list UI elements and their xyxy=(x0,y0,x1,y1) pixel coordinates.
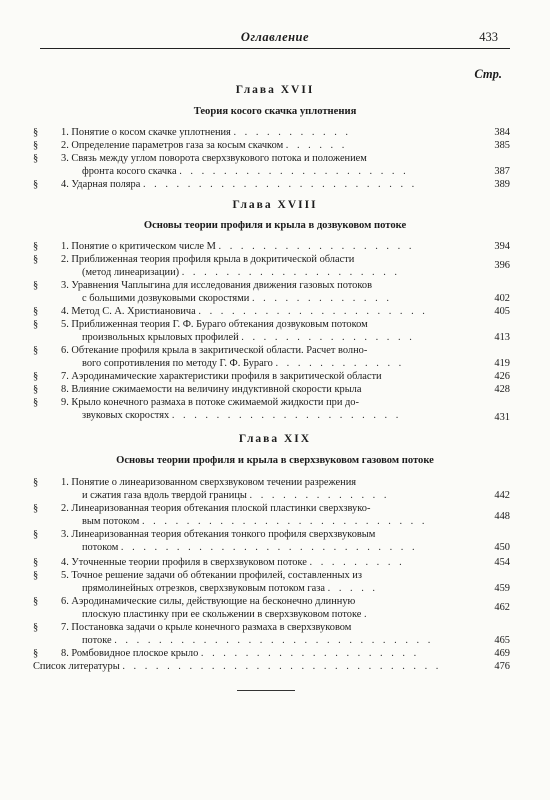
toc-entry-18-7[interactable]: § 7. Аэродинамические характеристики профиля в закритической области xyxy=(33,371,382,382)
toc-page-18-8: 428 xyxy=(494,384,510,395)
toc-page-19-4: 454 xyxy=(494,557,510,568)
toc-entry-19-1-cont: и сжатия газа вдоль твердой границы . . . . . . . . . . . . . xyxy=(82,490,390,501)
toc-entry-bibliography[interactable]: Список литературы . . . . . . . . . . . . . . . . . . . . . . . . . . . . . xyxy=(33,661,442,672)
toc-entry-18-2[interactable]: § 2. Приближенная теория профиля крыла в докритической области xyxy=(33,254,355,265)
toc-entry-18-3-cont: с большими дозвуковыми скоростями . . . . . . . . . . . . . xyxy=(82,293,392,304)
toc-page-19-7: 465 xyxy=(494,635,510,646)
toc-page-18-5: 413 xyxy=(494,332,510,343)
toc-page-18-6: 419 xyxy=(494,358,510,369)
toc-entry-19-2-cont: вым потоком . . . . . . . . . . . . . . . . . . . . . . . . . . xyxy=(82,516,428,527)
toc-entry-17-2[interactable]: § 2. Определение параметров газа за косым скачком . . . . . . xyxy=(33,140,348,151)
toc-entry-18-4[interactable]: § 4. Метод С. А. Христиановича . . . . . . . . . . . . . . . . . . . . . xyxy=(33,306,428,317)
toc-page-18-1: 394 xyxy=(494,241,510,252)
toc-entry-18-6-cont: вого сопротивления по методу Г. Ф. Бураго . . . . . . . . . . . . xyxy=(82,358,405,369)
toc-page-19-5: 459 xyxy=(494,583,510,594)
toc-entry-17-4[interactable]: § 4. Ударная поляра . . . . . . . . . . . . . . . . . . . . . . . . . xyxy=(33,179,418,190)
chapter-18-heading: Глава XVIII xyxy=(232,199,318,211)
toc-entry-19-6[interactable]: § 6. Аэродинамические силы, действующие на бесконечно длинную xyxy=(33,596,356,607)
toc-entry-18-5-cont: произвольных крыловых профилей . . . . . . . . . . . . . . . . xyxy=(82,332,415,343)
page-column-label: Стр. xyxy=(474,67,502,81)
chapter-18-title: Основы теории профиля и крыла в дозвуковом потоке xyxy=(143,220,407,231)
chapter-17-title: Теория косого скачка уплотнения xyxy=(193,106,357,117)
toc-page-17-4: 389 xyxy=(494,179,510,190)
end-rule xyxy=(237,690,295,691)
toc-entry-18-1[interactable]: § 1. Понятие о критическом числе M . . . . . . . . . . . . . . . . . . xyxy=(33,241,415,252)
chapter-19-heading: Глава XIX xyxy=(238,433,312,445)
toc-entry-19-5-cont: прямолинейных отрезков, сверхзвуковым потоком газа . . . . . xyxy=(82,583,379,594)
toc-entry-18-9[interactable]: § 9. Крыло конечного размаха в потоке сжимаемой жидкости при до- xyxy=(33,397,359,408)
toc-page-19-3: 450 xyxy=(494,542,510,553)
toc-entry-19-7-cont: потоке . . . . . . . . . . . . . . . . . . . . . . . . . . . . . xyxy=(82,635,434,646)
header-rule xyxy=(40,48,510,49)
toc-entry-18-5[interactable]: § 5. Приближенная теория Г. Ф. Бураго обтекания дозвуковым потоком xyxy=(33,319,368,330)
toc-page-18-2: 396 xyxy=(494,260,510,271)
running-header-title: Оглавление xyxy=(240,30,310,44)
toc-page-19-6: 462 xyxy=(494,602,510,613)
toc-entry-18-6[interactable]: § 6. Обтекание профиля крыла в закритической области. Расчет волно- xyxy=(33,345,368,356)
toc-page-18-3: 402 xyxy=(494,293,510,304)
toc-entry-19-2[interactable]: § 2. Линеаризованная теория обтекания плоской пластинки сверхзвуко- xyxy=(33,503,371,514)
toc-page-17-1: 384 xyxy=(494,127,510,138)
toc-page-19-1: 442 xyxy=(494,490,510,501)
toc-entry-19-5[interactable]: § 5. Точное решение задачи об обтекании профилей, составленных из xyxy=(33,570,362,581)
toc-page-19-8: 469 xyxy=(494,648,510,659)
toc-page-17-2: 385 xyxy=(494,140,510,151)
toc-entry-19-7[interactable]: § 7. Постановка задачи о крыле конечного размаха в сверхзвуковом xyxy=(33,622,352,633)
running-header-page-number: 433 xyxy=(479,30,498,44)
toc-entry-19-4[interactable]: § 4. Уточненные теории профиля в сверхзвуковом потоке . . . . . . . . . xyxy=(33,557,405,568)
toc-entry-17-3-cont: фронта косого скачка . . . . . . . . . . . . . . . . . . . . . xyxy=(82,166,409,177)
toc-page-bibliography: 476 xyxy=(494,661,510,672)
toc-entry-18-9-cont: звуковых скоростях . . . . . . . . . . . . . . . . . . . . . xyxy=(82,410,402,421)
toc-page-18-9: 431 xyxy=(494,412,510,423)
toc-entry-19-1[interactable]: § 1. Понятие о линеаризованном сверхзвуковом течении разрежения xyxy=(33,477,357,488)
toc-entry-18-2-cont: (метод линеаризации) . . . . . . . . . . . . . . . . . . . . xyxy=(82,267,401,278)
toc-page-18-4: 405 xyxy=(494,306,510,317)
toc-entry-19-8[interactable]: § 8. Ромбовидное плоское крыло . . . . . . . . . . . . . . . . . . . . xyxy=(33,648,420,659)
toc-entry-19-6-cont: плоскую пластинку при ее скольжении в сверхзвуковом потоке . xyxy=(82,609,370,620)
toc-entry-18-8[interactable]: § 8. Влияние сжимаемости на величину индуктивной скорости крыла xyxy=(33,384,362,395)
toc-entry-18-3[interactable]: § 3. Уравнения Чаплыгина для исследования движения газовых потоков xyxy=(33,280,372,291)
chapter-17-heading: Глава XVII xyxy=(235,84,315,96)
chapter-19-title: Основы теории профиля и крыла в сверхзвуковом газовом потоке xyxy=(116,455,434,466)
toc-page-18-7: 426 xyxy=(494,371,510,382)
toc-entry-17-3[interactable]: § 3. Связь между углом поворота сверхзвукового потока и положением xyxy=(33,153,367,164)
toc-page-19-2: 448 xyxy=(494,511,510,522)
toc-entry-19-3[interactable]: § 3. Линеаризованная теория обтекания тонкого профиля сверхзвуковым xyxy=(33,529,376,540)
toc-page-17-3: 387 xyxy=(494,166,510,177)
toc-entry-19-3-cont: потоком . . . . . . . . . . . . . . . . . . . . . . . . . . . xyxy=(82,542,418,553)
toc-entry-17-1[interactable]: § 1. Понятие о косом скачке уплотнения . . . . . . . . . . . xyxy=(33,127,352,138)
